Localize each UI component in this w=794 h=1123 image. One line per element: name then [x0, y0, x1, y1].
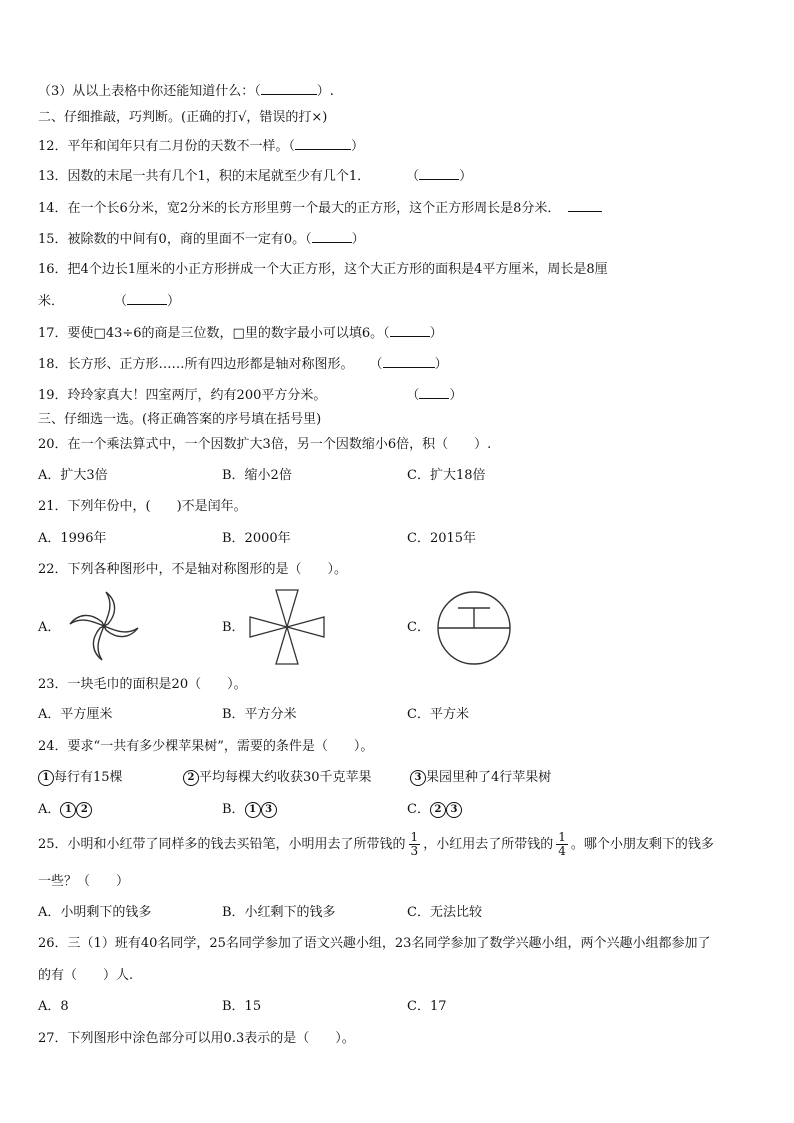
- option-a[interactable]: A．8: [38, 999, 69, 1014]
- option-b[interactable]: B．小红剩下的钱多: [222, 905, 336, 920]
- question-26-cont: 的有（ ）人.: [38, 968, 134, 983]
- answer-blank[interactable]: [383, 355, 435, 368]
- option-b[interactable]: B．15: [222, 999, 262, 1014]
- option-a[interactable]: A．: [38, 620, 61, 635]
- option-c[interactable]: C．17: [407, 999, 447, 1014]
- option-c[interactable]: C． 2 3: [407, 802, 462, 818]
- option-b[interactable]: B．缩小2倍: [222, 468, 292, 483]
- question-15: 15．被除数的中间有0，商的里面不一定有0。（ ）: [38, 232, 365, 247]
- answer-blank[interactable]: [419, 386, 449, 399]
- answer-blank[interactable]: [312, 230, 352, 243]
- question-22: 22．下列各种图形中，不是轴对称图形的是（ ）。: [38, 562, 348, 577]
- answer-blank[interactable]: [127, 292, 167, 305]
- answer-blank[interactable]: [568, 199, 602, 212]
- question-12: 12．平年和闰年只有二月份的天数不一样。（ ）: [38, 139, 365, 154]
- question-23: 23．一块毛巾的面积是20（ ）。: [38, 677, 247, 692]
- section-heading-choose: 三、仔细选一选。(将正确答案的序号填在括号里): [38, 412, 322, 427]
- question-21: 21．下列年份中，( )不是闰年。: [38, 499, 247, 514]
- question-16: 16．把4个边长1厘米的小正方形拼成一个大正方形，这个大正方形的面积是4平方厘米，周长是8厘: [38, 262, 608, 277]
- option-c[interactable]: C．平方米: [407, 707, 469, 722]
- fraction-one-third: $\frac{1}{3}$: [410, 830, 419, 858]
- option-a[interactable]: A．小明剩下的钱多: [38, 905, 152, 920]
- bowtie-cross-icon: [248, 588, 326, 666]
- question-11-3: （3）从以上表格中你还能知道什么：（ ）.: [38, 84, 334, 99]
- question-25: 25．小明和小红带了同样多的钱去买铅笔，小明用去了所带钱的 $\frac{1}{3}$ ，小红用去了所带钱的 $\frac{1}{4}$ 。哪个小朋友剩下的钱多: [38, 830, 714, 858]
- question-17: 17．要使□43÷6的商是三位数，□里的数字最小可以填6。（ ）: [38, 326, 443, 341]
- fraction-one-quarter: $\frac{1}{4}$: [558, 830, 566, 858]
- option-c[interactable]: C．2015年: [407, 531, 477, 546]
- question-13: 13．因数的末尾一共有几个1，积的末尾就至少有几个1． （ ）: [38, 169, 473, 184]
- option-a[interactable]: A．1996年: [38, 531, 107, 546]
- answer-blank[interactable]: [295, 137, 351, 150]
- option-c[interactable]: C．: [407, 620, 430, 635]
- question-25-cont: 一些？（ ）: [38, 874, 130, 889]
- question-14: 14．在一个长6分米，宽2分米的长方形里剪一个最大的正方形，这个正方形周长是8分米．: [38, 199, 602, 217]
- option-a[interactable]: A．扩大3倍: [38, 468, 108, 483]
- condition-2: 2 平均每棵大约收获30千克苹果: [183, 770, 372, 786]
- question-26: 26．三（1）班有40名同学，25名同学参加了语文兴趣小组，23名同学参加了数学兴趣小组，两个兴趣小组都参加了: [38, 936, 711, 951]
- condition-1: 1 每行有15棵: [38, 770, 123, 786]
- section-heading-judge: 二、仔细推敲，巧判断。(正确的打√，错误的打×): [38, 110, 328, 125]
- answer-blank[interactable]: [261, 82, 317, 95]
- option-a[interactable]: A．平方厘米: [38, 707, 113, 722]
- circle-symbol-icon: [435, 590, 513, 666]
- answer-blank[interactable]: [419, 167, 459, 180]
- option-b[interactable]: B．平方分米: [222, 707, 297, 722]
- question-20: 20．在一个乘法算式中，一个因数扩大3倍，另一个因数缩小6倍，积（ ）.: [38, 437, 492, 452]
- option-b[interactable]: B．2000年: [222, 531, 291, 546]
- question-27: 27．下列图形中涂色部分可以用0.3表示的是（ ）。: [38, 1031, 355, 1046]
- answer-blank[interactable]: [390, 324, 430, 337]
- option-c[interactable]: C．扩大18倍: [407, 468, 486, 483]
- question-19: 19．玲玲家真大！四室两厅，约有200平方分米。 （ ）: [38, 388, 463, 403]
- option-b[interactable]: B． 1 3: [222, 802, 277, 818]
- pinwheel-curved-icon: [62, 586, 146, 666]
- question-16-cont: 米． （ ）: [38, 294, 181, 309]
- question-24: 24．要求“一共有多少棵苹果树”，需要的条件是（ ）。: [38, 739, 374, 754]
- condition-3: 3 果园里种了4行苹果树: [410, 770, 551, 786]
- option-a[interactable]: A． 1 2: [38, 802, 92, 818]
- option-b[interactable]: B．: [222, 620, 245, 635]
- question-18: 18．长方形、正方形……所有四边形都是轴对称图形。 （ ）: [38, 357, 448, 372]
- option-c[interactable]: C．无法比较: [407, 905, 482, 920]
